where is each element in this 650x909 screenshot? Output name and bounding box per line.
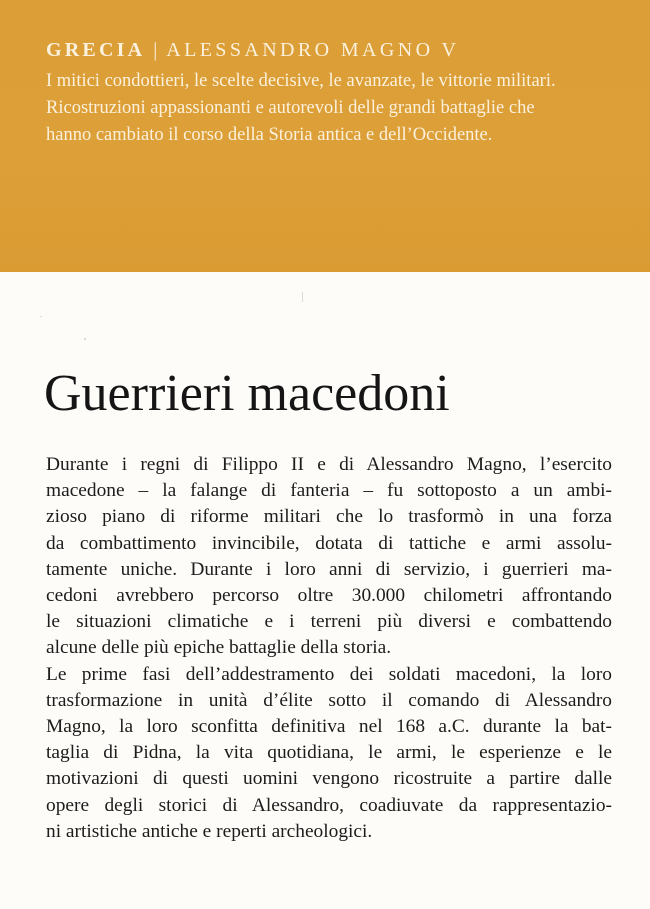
blurb-text (46, 452, 612, 845)
series-description-line: hanno cambiato il corso della Storia antica e dell’Occidente. (46, 125, 493, 145)
series-country: GRECIA (46, 39, 146, 61)
book-title: Guerrieri macedoni (44, 365, 450, 422)
paper-speck (40, 316, 42, 317)
series-description (46, 68, 626, 149)
blurb-line: alcune delle più epiche battaglie della storia. (46, 637, 392, 659)
blurb-line: Magno, la loro sconfitta definitiva nel 168 a.C. durante la bat- (46, 716, 612, 738)
blurb-line: zioso piano di riforme militari che lo trasformò in una forza (46, 506, 612, 528)
blurb-line: cedoni avrebbero percorso oltre 30.000 chilometri affrontando (46, 585, 612, 607)
blurb-line: macedone – la falange di fanteria – fu sottoposto a un ambi- (46, 480, 612, 502)
blurb-line: taglia di Pidna, la vita quotidiana, le armi, le esperienze e le (46, 742, 612, 764)
blurb-line: motivazioni di questi uomini vengono ricostruite a partire dalle (46, 768, 612, 790)
series-banner (0, 0, 650, 272)
blurb-line: Durante i regni di Filippo II e di Alessandro Magno, l’esercito (46, 454, 612, 475)
paper-speck (84, 338, 86, 340)
blurb-line: da combattimento invincibile, dotata di tattiche e armi assolu- (46, 532, 612, 554)
blurb-line: tamente uniche. Durante i loro anni di servizio, i guerrieri ma- (46, 558, 612, 580)
series-description-line: I mitici condottieri, le scelte decisive, le avanzate, le vittorie militari. (46, 71, 556, 91)
series-description-line: Ricostruzioni appassionanti e autorevoli delle grandi battaglie che (46, 98, 535, 118)
series-line (46, 38, 459, 62)
blurb-line: le situazioni climatiche e i terreni più diversi e combattendo (46, 611, 612, 633)
series-volume: ALESSANDRO MAGNO V (166, 39, 460, 61)
blurb-line: ni artistiche antiche e reperti archeologici. (46, 820, 373, 842)
series-separator: | (153, 39, 161, 61)
blurb-line: opere degli storici di Alessandro, coadiuvate da rappresentazio- (46, 794, 612, 816)
blurb-line: Le prime fasi dell’addestramento dei soldati macedoni, la loro (46, 663, 612, 685)
blurb-line: trasformazione in unità d’élite sotto il comando di Alessandro (46, 689, 612, 711)
paper-speck (302, 292, 303, 302)
